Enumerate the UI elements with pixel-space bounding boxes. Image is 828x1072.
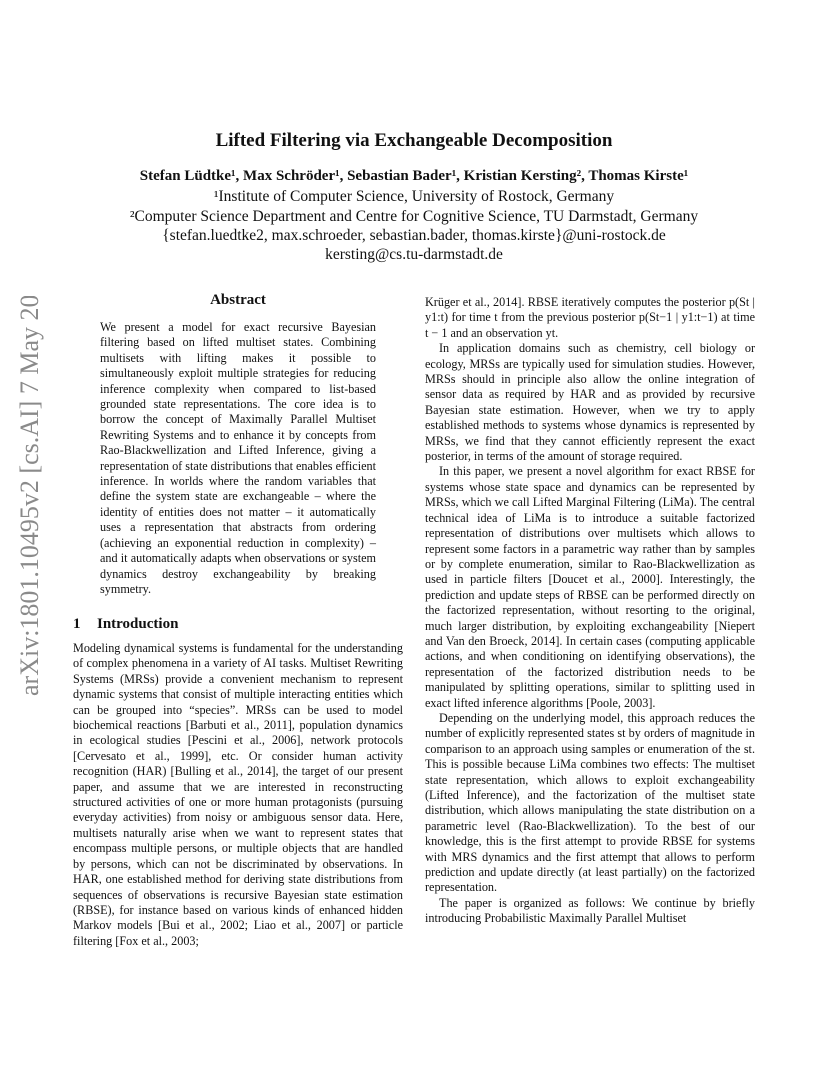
author-list: Stefan Lüdtke¹, Max Schröder¹, Sebastian Bader¹, Kristian Kersting², Thomas Kirste¹ xyxy=(139,168,689,184)
right-paragraph-3: Depending on the underlying model, this approach reduces the number of explicitly represented states st by orders of magnitude in comparison to an approach using samples or enumeration of the st. This is possible because LiMa combines two effects: The multiset state representation, which allows to exploit exchangeability (Lifted Inference), and the factorization of the multiset state distribution, which allows manipulating the state distribution on a parametric level (Rao-Blackwellization). To the best of our knowledge, this is the first attempt to provide RBSE for systems with MRS dynamics and the first attempt that allows to perform prediction and update directly (at least partially) on the factorized representation. xyxy=(425,710,755,895)
section-title: Introduction xyxy=(97,616,179,632)
right-paragraph-2: In this paper, we present a novel algorithm for exact RBSE for systems whose state space and dynamics can be represented by MRSs, which we call Lifted Marginal Filtering (LiMa). The central technical idea of LiMa is to introduce a suitable factorized representation of distributions over multisets which allows to represent some factors in a parametric way rather than by samples or by complete enumeration, similar to Rao-Blackwellization as used in particle filters [Doucet et al., 2000]. Interestingly, the prediction and update steps of RBSE can be performed directly on the factorized representation, without resorting to the original, much larger distribution, by exploiting exchangeability [Niepert and Van den Broeck, 2014]. In certain cases (computing applicable actions, and when conditioning on identifying observations), the representation of the factorized distribution needs to be manipulated by splitting operations, similar to splitting used in exact lifted inference algorithms [Poole, 2003]. xyxy=(425,464,755,710)
right-paragraph-4: The paper is organized as follows: We continue by briefly introducing Probabilistic Maximally Parallel Multiset xyxy=(425,895,755,926)
email-1: {stefan.luedtke2, max.schroeder, sebastian.bader, thomas.kirste}@uni-rostock.de xyxy=(162,227,666,244)
affiliation-1: ¹Institute of Computer Science, University of Rostock, Germany xyxy=(213,188,615,205)
right-column xyxy=(425,295,755,927)
abstract-text: We present a model for exact recursive Bayesian filtering based on lifted multiset states. Combining multisets with lifting makes it possible to simultaneously exploit multiple strategies for reducing inference complexity when compared to list-based grounded state representations. The core idea is to borrow the concept of Maximally Parallel Multiset Rewriting Systems and to enhance it by concepts from Rao-Blackwellization and Lifted Inference, giving a representation of state distributions that enables efficient inference. In worlds where the random variables that define the system state are exchangeable – where the identity of entities does not matter – it automatically uses a representation that abstracts from ordering (achieving an exponential reduction in complexity) – and it automatically adapts when observations or system dynamics destroy exchangeability by breaking symmetry. xyxy=(100,320,376,596)
arxiv-id-text: arXiv:1801.10495v2 [cs.AI] 7 May 2018 xyxy=(15,296,44,696)
right-paragraph-1: In application domains such as chemistry, cell biology or ecology, MRSs are typically used for simulation studies. However, MRSs should in principle also allow the online integration of sensor data as required by HAR and as provided by recursive Bayesian state estimation. However, when we try to apply established methods to systems whose dynamics is represented by MRSs, we find that they cannot efficiently represent the exact posterior, in terms of the amount of storage required. xyxy=(425,341,755,464)
affiliation-2: ²Computer Science Department and Centre for Cognitive Science, TU Darmstadt, Germany xyxy=(129,208,699,225)
arxiv-identifier xyxy=(8,296,48,696)
abstract-heading: Abstract xyxy=(210,292,266,308)
section-heading xyxy=(73,616,178,633)
intro-paragraph-1: Modeling dynamical systems is fundamental for the understanding of complex phenomena in a variety of AI tasks. Multiset Rewriting Systems (MRSs) provide a convenient mechanism to represent dynamic systems that consist of multiple interacting entities which can be grouped into “species”. MRSs can be used to model biochemical reactions [Barbuti et al., 2011], population dynamics in ecological studies [Pescini et al., 2006], network protocols [Cervesato et al., 1999], etc. Or consider human activity recognition (HAR) [Bulling et al., 2014], the target of our present paper, and assume that we are interested in reconstructing structured activities of one or more human protagonists (pursuing everyday activities) from noisy or ambiguous sensor data. Here, multisets naturally arise when we want to represent states that encompass multiple persons, or multiple objects that are handled by persons, which can not be discriminated by observations. In HAR, one established method for deriving state distributions from sequences of observations is recursive Bayesian state estimation (RBSE), for instance based on various kinds of enhanced hidden Markov models [Bui et al., 2002; Liao et al., 2007] or particle filtering [Fox et al., 2003; xyxy=(73,641,403,948)
paper-title: Lifted Filtering via Exchangeable Decomposition xyxy=(215,130,613,151)
intro-column xyxy=(73,641,403,949)
email-2: kersting@cs.tu-darmstadt.de xyxy=(325,246,503,263)
section-number: 1 xyxy=(73,616,81,632)
right-paragraph-0: Krüger et al., 2014]. RBSE iteratively computes the posterior p(St | y1:t) for time t from the previous posterior p(St−1 | y1:t−1) at time t − 1 and an observation yt. xyxy=(425,295,755,340)
